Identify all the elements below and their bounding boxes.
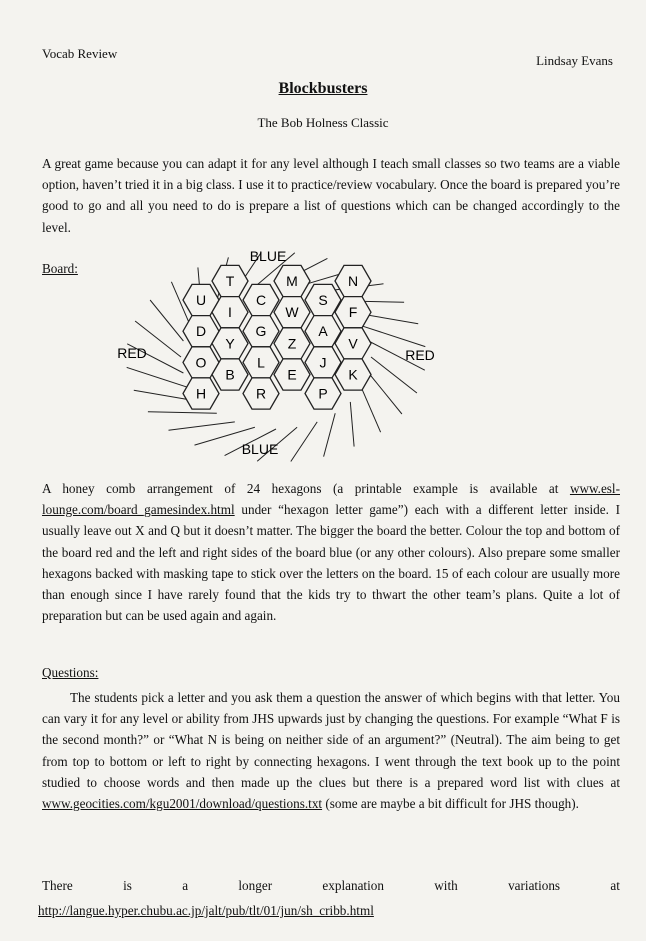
hatch-line bbox=[169, 422, 235, 430]
board-text-a: A honey comb arrangement of 24 hexagons (a printable example is available at bbox=[42, 481, 570, 496]
hexagon-grid bbox=[183, 265, 371, 409]
jalt-link[interactable]: http://langue.hyper.chubu.ac.jp/jalt/pub/tlt/01/jun/sh_cribb.html bbox=[38, 903, 374, 918]
hatch-line bbox=[369, 373, 402, 414]
page-title: Blockbusters bbox=[278, 80, 368, 97]
closing-word: variations bbox=[508, 878, 561, 893]
hexagon-letter: B bbox=[225, 366, 235, 383]
questions-paragraph bbox=[42, 687, 620, 814]
hexagon-letter: V bbox=[348, 335, 358, 352]
closing-line bbox=[42, 878, 620, 894]
hexagon-letter: R bbox=[255, 385, 267, 402]
header-right: Lindsay Evans bbox=[536, 53, 613, 68]
board-text-b: under “hexagon letter game”) each with a different letter inside. I usually leave out X and Q but it doesn’t matter. The bigger the board the better. Colour the top and bottom of the board red and the left and right sides of the board blue (or any other colours). Also prepare some smaller hexagons backed with masking tape to stick over the letters on the board. 15 of each colour are usually more than enough since I have rarely found that the kids try to thwart the other team’s plans. Quite a lot of preparation but can be used again and again. bbox=[42, 502, 620, 624]
hexagon-letter: J bbox=[319, 354, 327, 371]
hexagon-letter: L bbox=[257, 354, 265, 371]
hexagon-letter: F bbox=[348, 304, 358, 321]
board-heading: Board: bbox=[42, 261, 78, 276]
closing-word: longer bbox=[238, 878, 273, 893]
hexagon-letter: U bbox=[195, 292, 207, 308]
hexagon-letter: N bbox=[347, 273, 359, 289]
hatch-line bbox=[127, 367, 191, 388]
hexagon-letter: G bbox=[255, 323, 267, 340]
hexagon-letter: S bbox=[318, 292, 328, 308]
header-left: Vocab Review bbox=[42, 46, 118, 61]
closing-word: explanation bbox=[322, 878, 384, 893]
geocities-link[interactable]: www.geocities.com/kgu2001/download/questions.txt bbox=[42, 796, 323, 812]
hexagon-letter: O bbox=[195, 354, 207, 371]
hatch-line bbox=[324, 413, 336, 456]
hexagon-letter: Y bbox=[225, 335, 235, 352]
closing-word: There bbox=[42, 878, 73, 893]
questions-text-a: The students pick a letter and you ask them a question the answer of which begins with that letter. You can vary it for any level or ability from JHS upwards just by changing the questions. For example “What F is the second month?” or “What N is being on neither side of an argument?” (Neutral). The aim being to get from top to bottom or left to right by connecting hexagons. I went through the text book up to the point studied to choose words and then made up the clues but there is a prepared word list with clues at bbox=[42, 690, 620, 790]
board-label-top: BLUE bbox=[249, 248, 287, 264]
hatch-line bbox=[150, 300, 183, 341]
closing-word: is bbox=[123, 878, 132, 893]
hexagon-letter: E bbox=[287, 366, 297, 383]
hexagon-letter: W bbox=[285, 304, 299, 321]
page-subtitle: The Bob Holness Classic bbox=[257, 115, 389, 130]
hexagon-letter: H bbox=[195, 385, 207, 402]
hexagon-letter: Z bbox=[287, 335, 297, 352]
questions-text-b: (some are maybe a bit difficult for JHS though). bbox=[322, 796, 579, 812]
board-label-left: RED bbox=[117, 345, 147, 361]
hexagon-board bbox=[100, 245, 460, 465]
questions-heading: Questions: bbox=[42, 665, 99, 680]
hexagon-letter: I bbox=[228, 304, 232, 321]
hexagon-letter: T bbox=[225, 273, 235, 289]
hatch-line bbox=[362, 388, 381, 432]
board-label-right: RED bbox=[405, 347, 435, 363]
hexagon-letter: M bbox=[286, 273, 298, 289]
hexagon-letter: C bbox=[255, 292, 267, 308]
closing-word: with bbox=[434, 878, 458, 893]
hexagon-letter: D bbox=[195, 323, 207, 340]
closing-word: a bbox=[182, 878, 189, 893]
hexagon-letter: K bbox=[348, 366, 358, 383]
intro-paragraph: A great game because you can adapt it for any level although I teach small classes so two teams are a viable option, haven’t tried it in a big class. I use it to practice/review vocabulary. Once the board is prepared you’re good to go and all you need to do is prepare a list of questions which can be changed accordingly to the level. bbox=[42, 156, 620, 235]
hexagon-letter: P bbox=[318, 385, 328, 402]
closing-word: at bbox=[610, 878, 620, 893]
hexagon-letter: A bbox=[318, 323, 328, 340]
hatch-line bbox=[350, 402, 354, 447]
hatch-line bbox=[291, 422, 317, 462]
esl-lounge-link[interactable]: www.esl-lounge.com/board_gamesindex.html bbox=[42, 481, 620, 518]
hatch-line bbox=[148, 412, 217, 414]
board-label-bottom: BLUE bbox=[241, 441, 279, 457]
board-paragraph bbox=[42, 478, 620, 626]
